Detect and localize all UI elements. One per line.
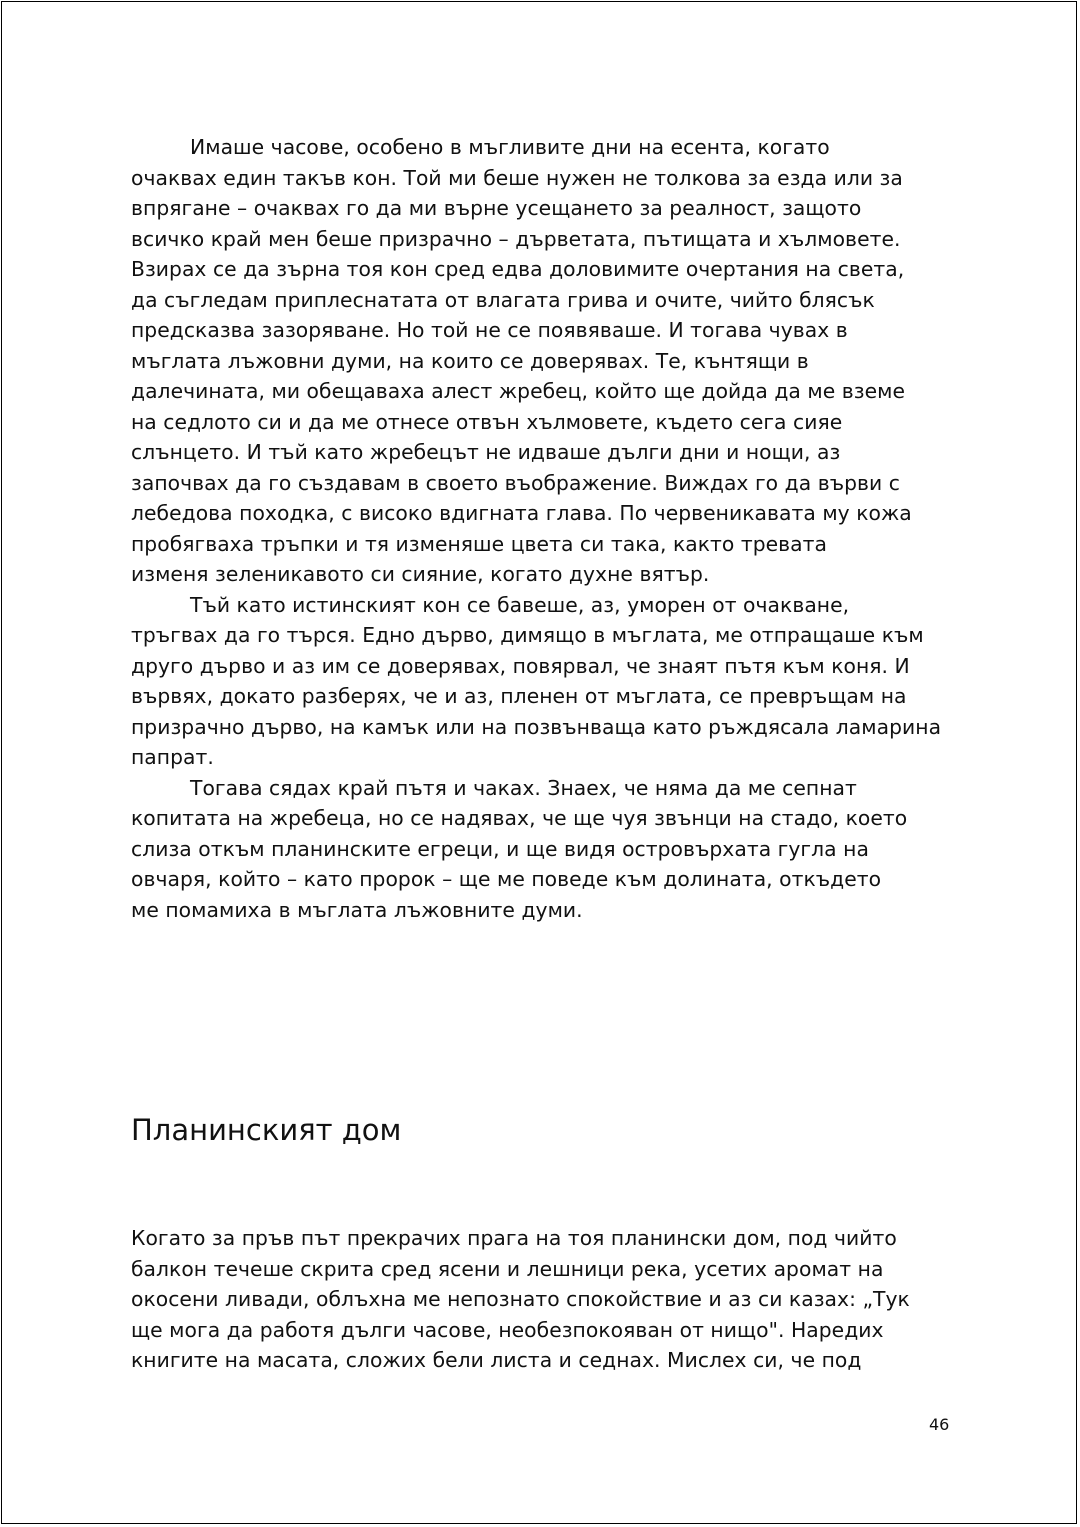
text-line: започвах да го създавам в своето въображение. Виждах го да върви с (131, 470, 900, 495)
text-line: Взирах се да зърна тоя кон сред едва доловимите очертания на света, (131, 257, 905, 281)
text-line: изменя зеленикавото си сияние, когато духне вятър. (131, 562, 710, 586)
text-line: Тъй като истинският кон се бавеше, аз, уморен от очакване, (190, 592, 850, 617)
text-line: впрягане – очаквах го да ми върне усещането за реалност, защото (131, 196, 862, 220)
body-text-section-two (131, 1223, 961, 1376)
text-line: ще мога да работя дълги часове, необезпокояван от нищо". Наредих (131, 1317, 884, 1342)
page-number: 46 (929, 1415, 950, 1434)
text-line: мъглата лъжовни думи, на които се доверявах. Те, кънтящи в (131, 348, 809, 373)
text-line: Когато за пръв път прекрачих прага на тоя планински дом, под чийто (131, 1226, 897, 1250)
text-line: балкон течеше скрита сред ясени и лешници река, усетих аромат на (131, 1256, 884, 1281)
text-line: вървях, докато разберях, че и аз, пленен от мъглата, се превръщам на (131, 684, 907, 708)
text-line: ме помамиха в мъглата лъжовните думи. (131, 897, 583, 922)
text-line: папрат. (131, 745, 214, 769)
text-line: окосени ливади, облъхна ме непознато спокойствие и аз си казах: „Тук (131, 1287, 910, 1311)
text-line: призрачно дърво, на камък или на позвънваща като ръждясала ламарина (131, 714, 942, 739)
text-line: да съгледам приплеснатата от влагата грива и очите, чийто блясък (131, 287, 875, 312)
text-line: книгите на масата, сложих бели листа и седнах. Мислех си, че под (131, 1348, 862, 1372)
text-line: копитата на жребеца, но се надявах, че ще чуя звънци на стадо, което (131, 806, 908, 830)
text-line: друго дърво и аз им се доверявах, повярвал, че знаят пътя към коня. И (131, 653, 910, 678)
body-text-section-one (131, 132, 961, 925)
text-line: тръгвах да го търся. Едно дърво, димящо в мъглата, ме отпращаше към (131, 623, 924, 647)
text-line: овчаря, който – като пророк – ще ме поведе към долината, откъдето (131, 867, 882, 891)
text-line: пробягваха тръпки и тя изменяше цвета си така, както тревата (131, 531, 827, 556)
text-line: слънцето. И тъй като жребецът не идваше дълги дни и нощи, аз (131, 440, 841, 464)
page (1, 1, 1077, 1524)
text-line: всичко край мен беше призрачно – дърветата, пътищата и хълмовете. (131, 226, 901, 251)
text-line: слиза откъм планинските егреци, и ще видя островърхата гугла на (131, 836, 869, 861)
text-line: Тогава сядах край пътя и чаках. Знаех, че няма да ме сепнат (190, 775, 857, 800)
text-line: лебедова походка, с високо вдигната глава. По червеникавата му кожа (131, 501, 912, 525)
text-line: Имаше часове, особено в мъгливите дни на есента, когато (190, 135, 830, 159)
section-heading: Планинският дом (131, 1113, 402, 1147)
text-line: далечината, ми обещаваха алест жребец, който ще дойда да ме вземе (131, 379, 905, 403)
text-line: на седлото си и да ме отнесе отвън хълмовете, където сега сияе (131, 409, 843, 434)
text-line: предсказва зазоряване. Но той не се появяваше. И тогава чувах в (131, 318, 848, 342)
text-line: очаквах един такъв кон. Той ми беше нужен не толкова за езда или за (131, 165, 903, 190)
